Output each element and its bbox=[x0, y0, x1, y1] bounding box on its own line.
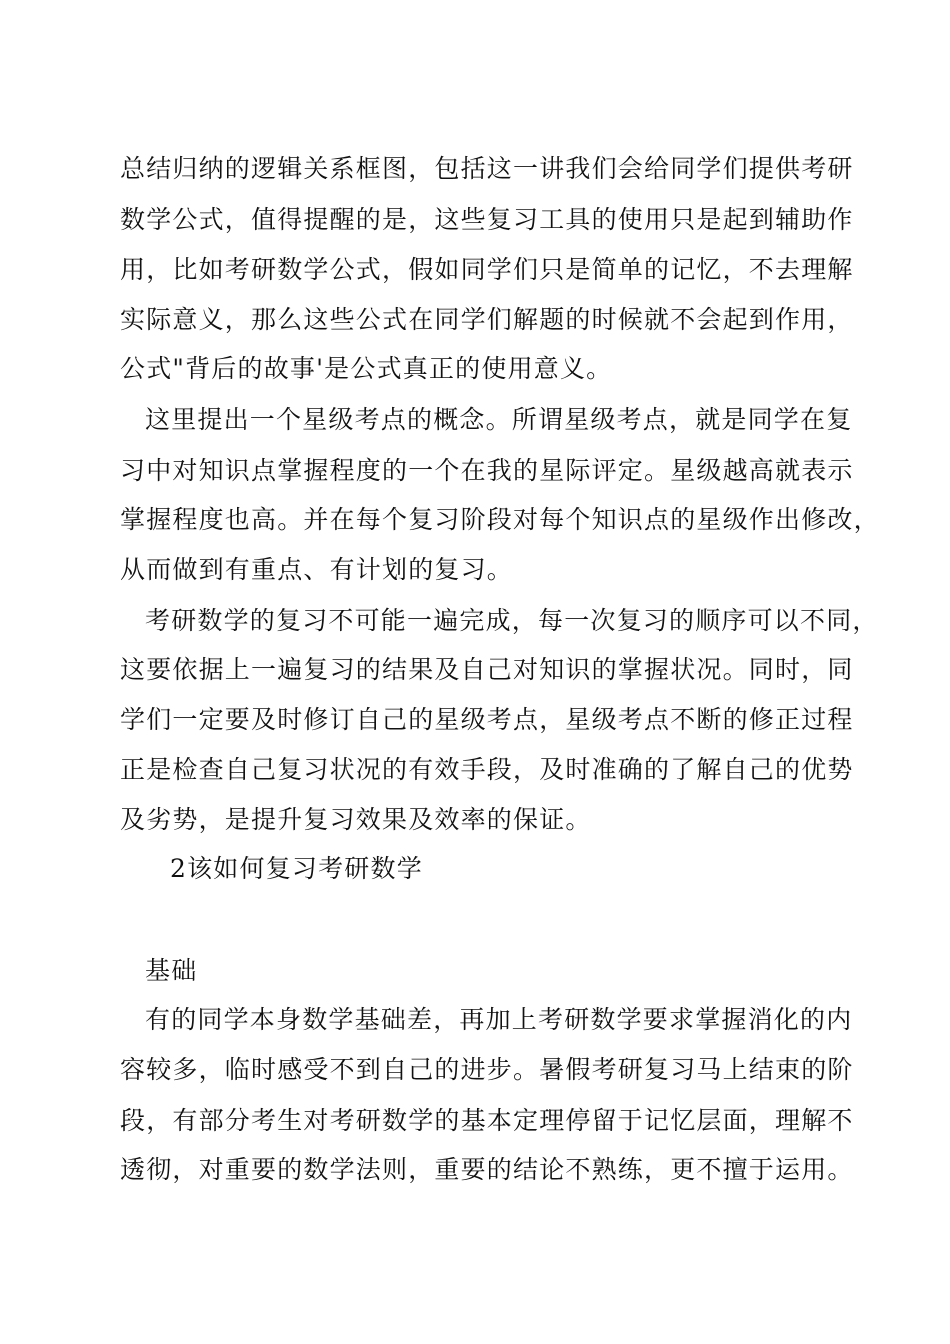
paragraph-line: 透彻，对重要的数学法则，重要的结论不熟练，更不擅于运用。 bbox=[120, 1155, 854, 1184]
paragraph-line: 掌握程度也高。并在每个复习阶段对每个知识点的星级作出修改， bbox=[120, 505, 880, 534]
paragraph-line: 容较多，临时感受不到自己的进步。暑假考研复习马上结束的阶 bbox=[120, 1055, 854, 1084]
paragraph-line: 数学公式，值得提醒的是，这些复习工具的使用只是起到辅助作 bbox=[120, 205, 854, 234]
paragraph-line: 有的同学本身数学基础差，再加上考研数学要求掌握消化的内 bbox=[145, 1005, 853, 1034]
paragraph-line: 实际意义，那么这些公式在同学们解题的时候就不会起到作用， bbox=[120, 305, 854, 334]
subsection-heading: 基础 bbox=[145, 956, 198, 985]
paragraph-line: 公式"背后的故事'是公式真正的使用意义。 bbox=[120, 354, 613, 383]
paragraph-line: 习中对知识点掌握程度的一个在我的星际评定。星级越高就表示 bbox=[120, 456, 854, 485]
paragraph-line: 考研数学的复习不可能一遍完成，每一次复习的顺序可以不同， bbox=[145, 606, 879, 635]
paragraph-line: 用，比如考研数学公式，假如同学们只是简单的记忆，不去理解 bbox=[120, 255, 854, 284]
paragraph-line: 正是检查自己复习状况的有效手段，及时准确的了解自己的优势 bbox=[120, 755, 854, 784]
paragraph-line: 学们一定要及时修订自己的星级考点，星级考点不断的修正过程 bbox=[120, 705, 854, 734]
section-heading: 2该如何复习考研数学 bbox=[170, 854, 423, 883]
paragraph-line: 及劣势，是提升复习效果及效率的保证。 bbox=[120, 805, 592, 834]
paragraph-line: 从而做到有重点、有计划的复习。 bbox=[120, 555, 514, 584]
paragraph-line: 这里提出一个星级考点的概念。所谓星级考点，就是同学在复 bbox=[145, 405, 853, 434]
paragraph-line: 总结归纳的逻辑关系框图，包括这一讲我们会给同学们提供考研 bbox=[120, 154, 854, 183]
paragraph-line: 这要依据上一遍复习的结果及自己对知识的掌握状况。同时，同 bbox=[120, 655, 854, 684]
paragraph-line: 段，有部分考生对考研数学的基本定理停留于记忆层面，理解不 bbox=[120, 1106, 854, 1135]
